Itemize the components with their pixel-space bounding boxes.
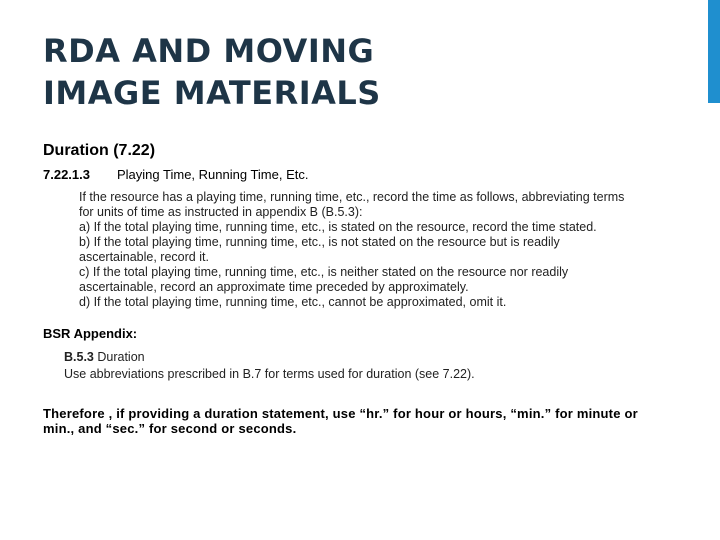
rule-number: 7.22.1.3 <box>43 167 90 182</box>
title-line-2: IMAGE MATERIALS <box>43 74 381 112</box>
rule-header <box>43 167 309 182</box>
rule-name: Playing Time, Running Time, Etc. <box>117 167 309 182</box>
bsr-text <box>64 349 475 383</box>
rule-item-d: d) If the total playing time, running time, etc., cannot be approximated, omit it. <box>79 295 507 309</box>
bsr-ref: B.5.3 <box>64 350 94 364</box>
conclusion-text: Therefore , if providing a duration statement, use “hr.” for hour or hours, “min.” for minute or min., and “sec.” for second or seconds. <box>43 406 638 436</box>
bsr-label: BSR Appendix: <box>43 326 138 341</box>
slide-title <box>43 30 381 114</box>
rule-item-a: a) If the total playing time, running time, etc., is stated on the resource, record the time stated. <box>79 220 597 234</box>
section-heading: Duration (7.22) <box>43 142 156 159</box>
title-line-1: RDA AND MOVING <box>43 32 375 70</box>
bsr-ref-title: Duration <box>93 350 145 364</box>
bsr-instruction: Use abbreviations prescribed in B.7 for terms used for duration (see 7.22). <box>64 367 475 381</box>
rule-item-b: b) If the total playing time, running time, etc., is not stated on the resource but is readily ascertainable, record it. <box>79 235 560 264</box>
rule-text <box>79 190 639 310</box>
rule-item-c: c) If the total playing time, running time, etc., is neither stated on the resource nor readily ascertainable, record an approximate time preceded by approximately. <box>79 265 569 294</box>
bsr-ref-line <box>64 349 475 366</box>
accent-bar <box>708 0 720 103</box>
rule-intro: If the resource has a playing time, running time, etc., record the time as follows, abbreviating terms for units of time as instructed in appendix B (B.5.3): <box>79 190 625 219</box>
